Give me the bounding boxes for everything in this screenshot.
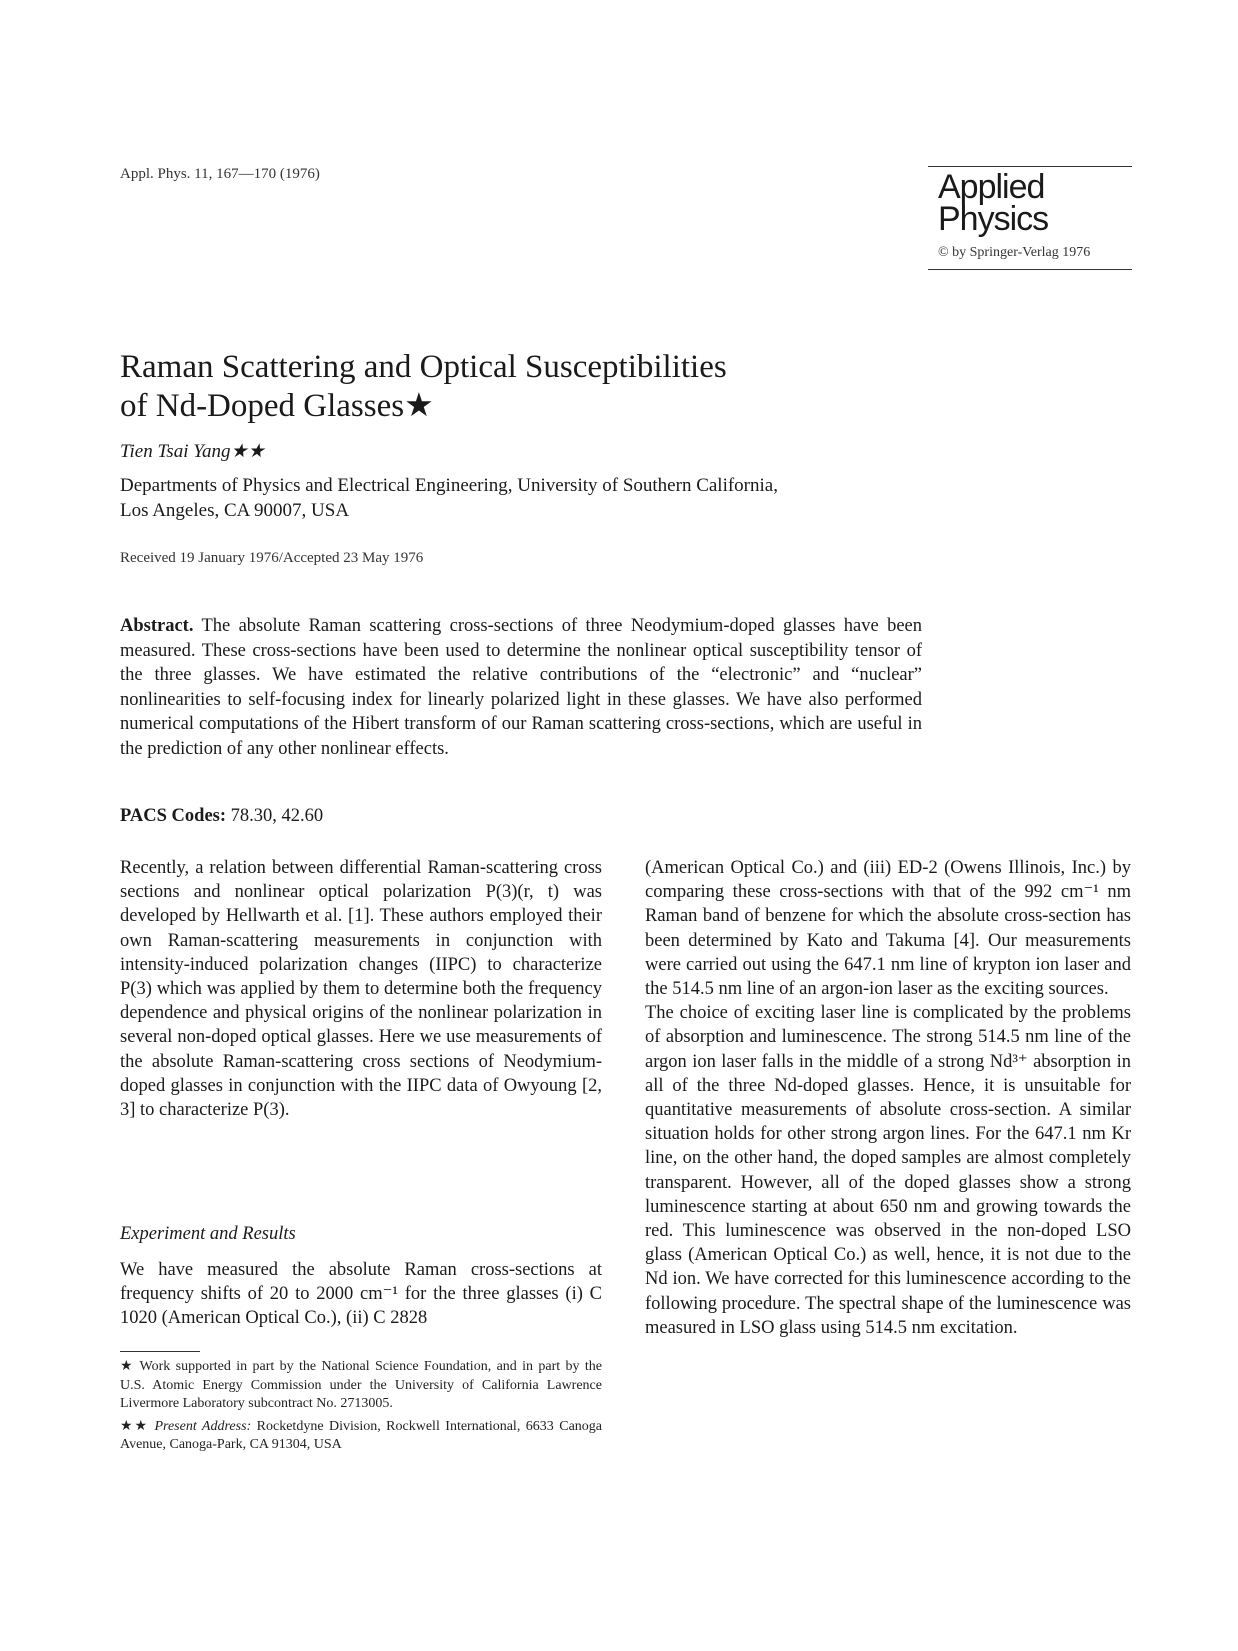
pacs-label: PACS Codes:: [120, 806, 227, 826]
footnotes: [120, 1358, 602, 1459]
journal-logo-box: [928, 166, 1132, 270]
section-heading: Experiment and Results: [120, 1224, 296, 1244]
right-column: [645, 856, 1131, 1340]
article-title: [120, 348, 880, 426]
pacs-value: 78.30, 42.60: [226, 806, 324, 826]
abstract-text: The absolute Raman scattering cross-sections of three Neodymium-doped glasses have been measured. These cross-sections have been used to determine the nonlinear optical susceptibility tensor of the three glasses. We have estimated the relative contributions of the “electronic” and “nuclear” nonlinearities to self-focusing index for linearly polarized light in these glasses. We have also performed numerical computations of the Hibert transform of our Raman scattering cross-sections, which are useful in the prediction of any other nonlinear effects.: [120, 616, 922, 759]
intro-paragraph: [120, 856, 602, 1122]
affiliation-line1: Departments of Physics and Electrical Engineering, University of Southern California,: [120, 475, 778, 496]
footnote-1: ★ Work supported in part by the National Science Foundation, and in part by the U.S. Atomic Energy Commission under the University of California Lawrence Livermore Laboratory subcontract No. 2713005.: [120, 1359, 602, 1411]
author-affiliation: [120, 473, 920, 523]
affiliation-line2: Los Angeles, CA 90007, USA: [120, 500, 350, 521]
received-dates: Received 19 January 1976/Accepted 23 May 1976: [120, 550, 424, 566]
publisher-copyright: © by Springer-Verlag 1976: [938, 245, 1091, 260]
intro-text: Recently, a relation between differential Raman-scattering cross sections and nonlinear optical polarization P(3)(r, t) was developed by Hellwarth et al. [1]. These authors employed their own Raman-scattering measurements in conjunction with intensity-induced polarization changes (IIPC) to characterize P(3) which was applied by them to determine both the frequency dependence and physical origins of the nonlinear polarization in several non-doped optical glasses. Here we use measurements of the absolute Raman-scattering cross sections of Neodymium-doped glasses in conjunction with the IIPC data of Owyoung [2, 3] to characterize P(3).: [120, 858, 602, 1121]
right-paragraph-2: The choice of exciting laser line is complicated by the problems of absorption and luminescence. The strong 514.5 nm line of the argon ion laser falls in the middle of a strong Nd³⁺ absorption in all of the three Nd-doped glasses. Hence, it is unsuitable for quantitative measurements of absolute cross-section. A similar situation holds for other strong argon lines. For the 647.1 nm Kr line, on the other hand, the doped samples are almost completely transparent. However, all of the doped glasses show a strong luminescence starting at about 650 nm and growing towards the red. This luminescence was observed in the non-doped LSO glass (American Optical Co.) as well, hence, it is not due to the Nd ion. We have corrected for this luminescence according to the following procedure. The spectral shape of the luminescence was measured in LSO glass using 514.5 nm excitation.: [645, 1003, 1131, 1338]
abstract: [120, 614, 922, 761]
right-paragraph-1: (American Optical Co.) and (iii) ED-2 (Owens Illinois, Inc.) by comparing these cross-sections with that of the 992 cm⁻¹ nm Raman band of benzene for which the absolute cross-section has been determined by Kato and Takuma [4]. Our measurements were carried out using the 647.1 nm line of krypton ion laser and the 514.5 nm line of an argon-ion laser as the exciting sources.: [645, 858, 1131, 1000]
author-name: Tien Tsai Yang★★: [120, 441, 265, 462]
title-line2: of Nd-Doped Glasses★: [120, 388, 434, 424]
footnote-2-label: Present Address:: [154, 1418, 252, 1434]
footnote-2-marker: ★★: [120, 1418, 155, 1434]
experiment-paragraph: [120, 1258, 602, 1331]
footnote-2: [120, 1418, 602, 1455]
pacs-codes: [120, 806, 323, 827]
journal-citation: Appl. Phys. 11, 167—170 (1976): [120, 166, 320, 182]
experiment-text: We have measured the absolute Raman cross-sections at frequency shifts of 20 to 2000 cm⁻¹ for the three glasses (i) C 1020 (American Optical Co.), (ii) C 2828: [120, 1260, 602, 1329]
journal-name-line1: Applied: [938, 168, 1045, 206]
abstract-label: Abstract.: [120, 616, 194, 636]
footnote-2-text: Rocketdyne Division, Rockwell International, 6633 Canoga Avenue, Canoga-Park, CA 91304, USA: [120, 1418, 603, 1452]
journal-name-line2: Physics: [938, 200, 1049, 238]
footnote-divider: [120, 1351, 200, 1352]
title-line1: Raman Scattering and Optical Susceptibilities: [120, 349, 727, 385]
